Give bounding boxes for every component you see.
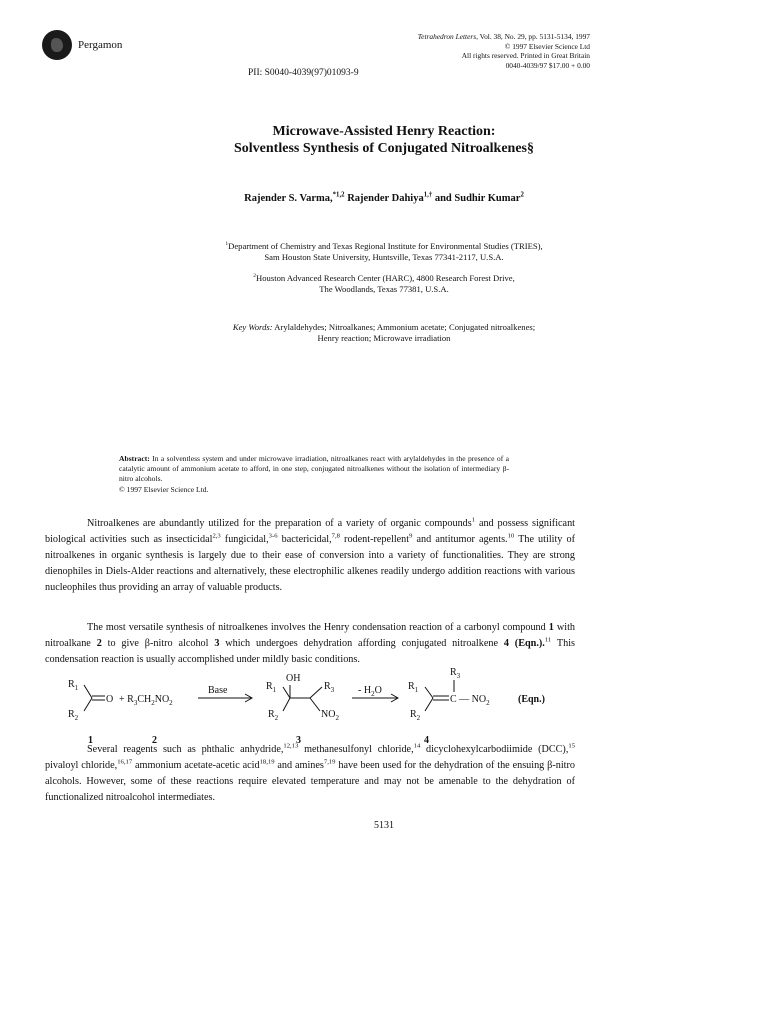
affiliation-2-line-2: The Woodlands, Texas 77381, U.S.A.: [319, 284, 449, 294]
keywords: [0, 322, 768, 344]
compound-number-1: 1: [88, 735, 93, 746]
para2-text-3: to give β-nitro alcohol: [101, 638, 215, 649]
journal-name: Tetrahedron Letters: [417, 32, 477, 41]
compound-number-3: 3: [296, 735, 301, 746]
journal-line: [330, 32, 590, 42]
pergamon-logo-icon: [42, 30, 72, 60]
c4-r3: $R_3$: [450, 667, 461, 680]
keywords-line-1: Arylaldehydes; Nitroalkanes; Ammonium acetate; Conjugated nitroalkenes;: [272, 322, 536, 332]
c4-bond-r1: [425, 687, 433, 698]
para2-text-2: with nitroalkane: [45, 622, 575, 649]
title-line-2: Solventless Synthesis of Conjugated Nitroalkenes§: [234, 141, 534, 156]
pii: PII: S0040-4039(97)01093-9: [248, 68, 359, 78]
author-1-sup: *1,2: [332, 191, 345, 199]
para3-ref-5: 18,19: [259, 758, 275, 766]
para2-compound-3: 3: [214, 638, 220, 649]
para1-text-4: bactericidal,: [277, 534, 332, 545]
c3-oh: OH: [286, 673, 301, 684]
affiliation-2-sup: 2: [253, 273, 257, 280]
para1-text-1: Nitroalkenes are abundantly utilized for the preparation of a variety of organic compounds: [87, 518, 472, 529]
para3-text-7: have been used for the dehydration of the ensuing β-nitro alcohols. However, some of these reactions require elevated temperature and may not be amenable to the dehydration of functionalized nitroalcohol intermediates.: [45, 760, 575, 803]
para3-text-5: ammonium acetate-acetic acid: [132, 760, 260, 771]
author-2: Rajender Dahiya: [344, 193, 424, 204]
c3-r2: $R_2$: [268, 709, 279, 722]
publisher-name: Pergamon: [78, 39, 123, 51]
author-list: [0, 193, 768, 204]
para1-ref-3: 3-6: [268, 532, 278, 540]
para1-ref-1: 1: [471, 516, 476, 524]
c3-bond-r1: [283, 687, 290, 698]
para1-ref-5: 9: [409, 532, 413, 540]
para2-text-1: The most versatile synthesis of nitroalkenes involves the Henry condensation reaction of a carbonyl compound: [87, 622, 549, 633]
title-line-1: Microwave-Assisted Henry Reaction:: [272, 124, 496, 139]
c1-r2: $R_2$: [68, 709, 79, 722]
c2-formula: + $R_3CH_2NO_2$: [119, 694, 173, 707]
abstract: [119, 454, 509, 495]
affiliation-2: [0, 273, 768, 295]
para1-ref-2: 2,3: [212, 532, 221, 540]
para1-ref-4: 7,8: [331, 532, 340, 540]
c3-r3: $R_3$: [324, 681, 335, 694]
paragraph-2: [45, 620, 575, 668]
page-number: 5131: [374, 820, 394, 831]
issn-line: 0040-4039/97 $17.00 + 0.00: [505, 60, 590, 70]
para3-ref-4: 16,17: [117, 758, 133, 766]
para1-text-6: and antitumor agents.: [412, 534, 508, 545]
paragraph-3: [45, 742, 575, 806]
journal-details: , Vol. 38, No. 29, pp. 5131-5134, 1997: [476, 32, 590, 41]
abstract-copyright: © 1997 Elsevier Science Ltd.: [119, 484, 209, 494]
c1-r1: $R_1$: [68, 679, 79, 692]
c1-oxygen: O: [106, 694, 114, 705]
c4-c-no2: C — $NO_2$: [450, 694, 490, 707]
c4-r1: $R_1$: [408, 681, 419, 694]
abstract-label: Abstract:: [119, 454, 150, 463]
compound-number-2: 2: [152, 735, 157, 746]
c4-r2: $R_2$: [410, 709, 421, 722]
para1-text-2: and possess significant biological activities such as insecticidal: [45, 518, 575, 545]
para3-ref-6: 7,19: [323, 758, 336, 766]
keywords-line-2: Henry reaction; Microwave irradiation: [317, 333, 451, 343]
c3-bond-no2: [310, 698, 320, 711]
paragraph-1: [45, 516, 575, 596]
affiliation-2-line-1: Houston Advanced Research Center (HARC), 4800 Research Forest Drive,: [256, 273, 515, 283]
para3-ref-3: 15: [568, 742, 575, 750]
publication-info: [330, 32, 590, 70]
affiliation-1-sup: 1: [225, 241, 229, 248]
para2-compound-4: 4 (Eqn.).: [503, 638, 545, 649]
rights-line: All rights reserved. Printed in Great Britain: [461, 51, 590, 61]
affiliation-1-line-1: Department of Chemistry and Texas Regional Institute for Environmental Studies (TRIES),: [228, 241, 543, 251]
c3-no2: $NO_2$: [321, 709, 339, 722]
paper-title: [0, 123, 768, 157]
reaction-scheme: [40, 665, 600, 747]
c1-bond-r2: [84, 698, 92, 711]
author-2-sup: 1,†: [423, 191, 433, 199]
publisher-block: [42, 30, 122, 60]
keywords-label: Key Words:: [232, 322, 273, 332]
para2-ref-1: 11: [544, 636, 552, 644]
c4-bond-r2: [425, 698, 433, 711]
para1-text-7: The utility of nitroalkenes in organic synthesis is largely due to their ease of conversion into a variety of functionalities. They are strong dienophiles in Diels-Alder reactions and alternatively, these electrophilic alkenes readily undergo addition reactions with various nucleophiles thus providing an array of valuable products.: [45, 534, 575, 593]
para2-compound-1: 1: [548, 622, 554, 633]
minus-water-label: - $H_2O$: [358, 685, 382, 698]
c3-bond-r2: [283, 698, 290, 711]
author-3-sup: 2: [520, 191, 524, 199]
c1-bond-r1: [84, 685, 92, 698]
base-label: Base: [208, 685, 228, 696]
para3-text-3: dicyclohexylcarbodiimide (DCC),: [420, 744, 569, 755]
para2-compound-2: 2: [96, 638, 102, 649]
author-1: Rajender S. Varma,: [244, 193, 333, 204]
para3-ref-1: 12,13: [283, 742, 299, 750]
para3-text-6: and amines: [274, 760, 324, 771]
compound-number-4: 4: [424, 735, 429, 746]
para1-ref-6: 10: [507, 532, 515, 540]
c3-r1: $R_1$: [266, 681, 277, 694]
c3-bond-r3: [310, 687, 322, 698]
author-3: and Sudhir Kumar: [432, 193, 521, 204]
abstract-text: In a solventless system and under microwave irradiation, nitroalkanes react with arylaldehydes in the presence of a catalytic amount of ammonium acetate to afford, in one step, conjugated nitroalkenes without the isolation of intermediary β-nitro alcohols.: [119, 454, 509, 484]
para1-text-5: rodent-repellent: [339, 534, 410, 545]
para3-text-2: methanesulfonyl chloride,: [298, 744, 414, 755]
para3-text-4: pivaloyl chloride,: [45, 760, 118, 771]
para2-text-5: This condensation reaction is usually accomplished under mildly basic conditions.: [45, 638, 575, 665]
affiliation-1: [0, 241, 768, 263]
para1-text-3: fungicidal,: [220, 534, 269, 545]
copyright-line: © 1997 Elsevier Science Ltd: [504, 41, 590, 51]
para2-text-4: which undergoes dehydration affording conjugated nitroalkene: [219, 638, 504, 649]
para3-ref-2: 14: [413, 742, 421, 750]
para3-text-1: Several reagents such as phthalic anhydride,: [87, 744, 284, 755]
affiliation-1-line-2: Sam Houston State University, Huntsville, Texas 77341-2117, U.S.A.: [264, 252, 504, 262]
eqn-label: (Eqn.): [518, 694, 545, 705]
